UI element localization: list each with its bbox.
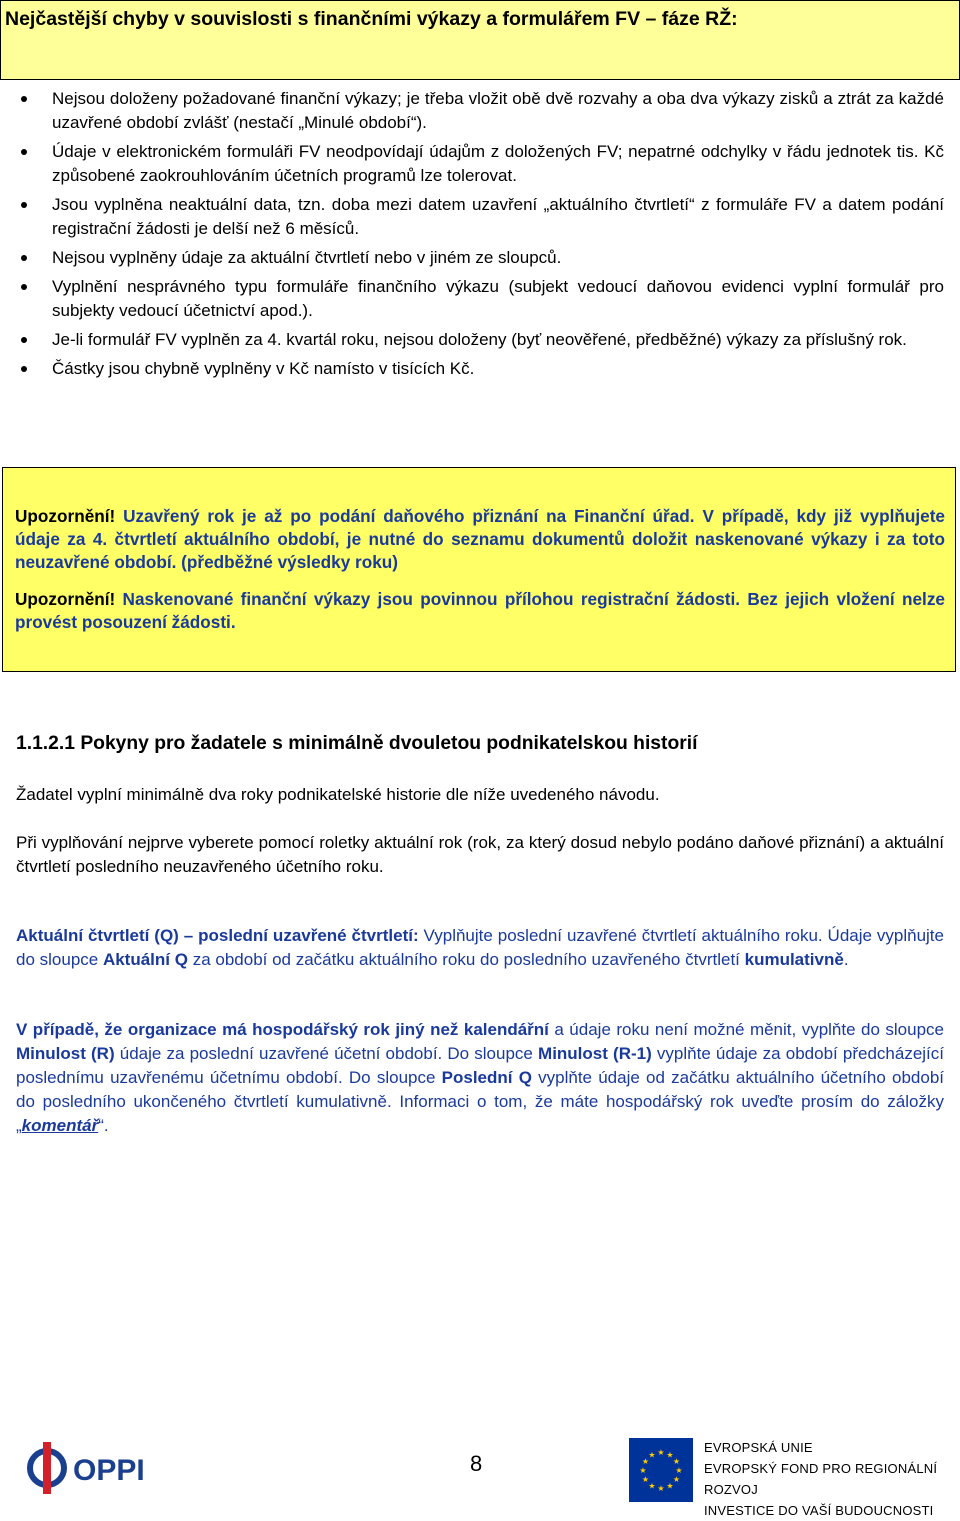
svg-text:★: ★ [641,1475,650,1484]
paragraph-fiscal-year: V případě, že organizace má hospodářský rok jiný než kalendářní a údaje roku není možné měnit, vyplňte do sloupce Minulost (R) údaje za poslední uzavřené účetní období. Do sloupce Minulost (R-1) vyplňte údaje za období předcházející poslednímu uzavřenému účetnímu období. Do sloupce Poslední Q vyplňte údaje od začátku aktuálního účetního období do posledního ukončeného čtvrtletí kumulativně. Informaci o tom, že máte hospodářský rok uveďte prosím do záložky „komentář“. [16,1020,945,1135]
paragraph-intro: Žadatel vyplní minimálně dva roky podnikatelské historie dle níže uvedeného návodu. [16,785,660,804]
list-item: Nejsou vyplněny údaje za aktuální čtvrtletí nebo v jiném ze sloupců. [0,246,960,270]
eu-flag-icon [629,1438,693,1502]
page-number: 8 [470,1451,483,1476]
list-item: Jsou vyplněna neaktuální data, tzn. doba mezi datem uzavření „aktuálního čtvrtletí“ z formuláře FV a datem podání registrační žádosti je delší než 6 měsíců. [0,193,960,241]
section-heading: 1.1.2.1 Pokyny pro žadatele s minimálně dvouletou podnikatelskou historií [16,733,698,754]
paragraph-dropdown-instructions: Při vyplňování nejprve vyberete pomocí roletky aktuální rok (rok, za který dosud nebylo podáno daňové přiznání) a aktuální čtvrtletí posledního neuzavřeného účetního roku. [16,833,944,876]
paragraph-current-quarter: Aktuální čtvrtletí (Q) – poslední uzavřené čtvrtletí: Vyplňujte poslední uzavřené čtvrtletí aktuálního roku. Údaje vyplňujte do sloupce Aktuální Q za období od začátku aktuálního roku do posledního uzavřeného čtvrtletí kumulativně. [16,926,944,969]
svg-text:★: ★ [641,1457,650,1466]
svg-text:★: ★ [675,1466,683,1475]
svg-text:★: ★ [648,1481,656,1491]
page-title: Nejčastější chyby v souvislosti s finančními výkazy a formulářem FV – fáze RŽ: [5,8,738,30]
list-item: Je-li formulář FV vyplněn za 4. kvartál roku, nejsou doloženy (byť neověřené, předběžné) výkazy za příslušný rok. [0,328,960,352]
svg-text:★: ★ [672,1475,681,1484]
errors-list [0,87,960,386]
warning-paragraph-2: Upozornění! Naskenované finanční výkazy jsou povinnou přílohou registrační žádosti. Bez jejich vložení nelze provést posouzení žádosti. [15,589,945,632]
eu-funding-text: EVROPSKÁ UNIE EVROPSKÝ FOND PRO REGIONÁLNÍ ROZVOJ INVESTICE DO VAŠÍ BUDOUCNOSTI [704,1440,938,1518]
svg-text:★: ★ [666,1481,674,1491]
svg-text:★: ★ [639,1466,647,1475]
svg-text:★: ★ [657,1484,665,1493]
comment-tab-link[interactable]: komentář [21,1116,99,1135]
list-item: Nejsou doloženy požadované finanční výkazy; je třeba vložit obě dvě rozvahy a oba dva výkazy zisků a ztrát za každé uzavřené období zvlášť (nestačí „Minulé období“). [0,87,960,135]
svg-text:★: ★ [657,1448,665,1457]
list-item: Údaje v elektronickém formuláři FV neodpovídají údajům z doložených FV; nepatrné odchylky v řádu jednotek tis. Kč způsobené zaokrouhlováním účetních programů lze tolerovat. [0,140,960,188]
warning-box [2,467,956,672]
svg-text:★: ★ [666,1450,674,1460]
oppi-logo [25,1434,175,1504]
svg-text:★: ★ [648,1450,656,1460]
oppi-logo-text: OPPI [73,1454,145,1487]
svg-text:★: ★ [672,1457,681,1466]
list-item: Částky jsou chybně vyplněny v Kč namísto v tisících Kč. [0,357,960,381]
list-item: Vyplnění nesprávného typu formuláře finančního výkazu (subjekt vedoucí daňovou evidenci vyplní formulář pro subjekty vedoucí účetnictví apod.). [0,275,960,323]
warning-paragraph-1: Upozornění! Uzavřený rok je až po podání daňového přiznání na Finanční úřad. V případě, kdy již vyplňujete údaje za 4. čtvrtletí aktuálního období, je nutné do seznamu dokumentů doložit naskenované výkazy i za toto neuzavřené období. (předběžné výsledky roku) [15,506,945,572]
